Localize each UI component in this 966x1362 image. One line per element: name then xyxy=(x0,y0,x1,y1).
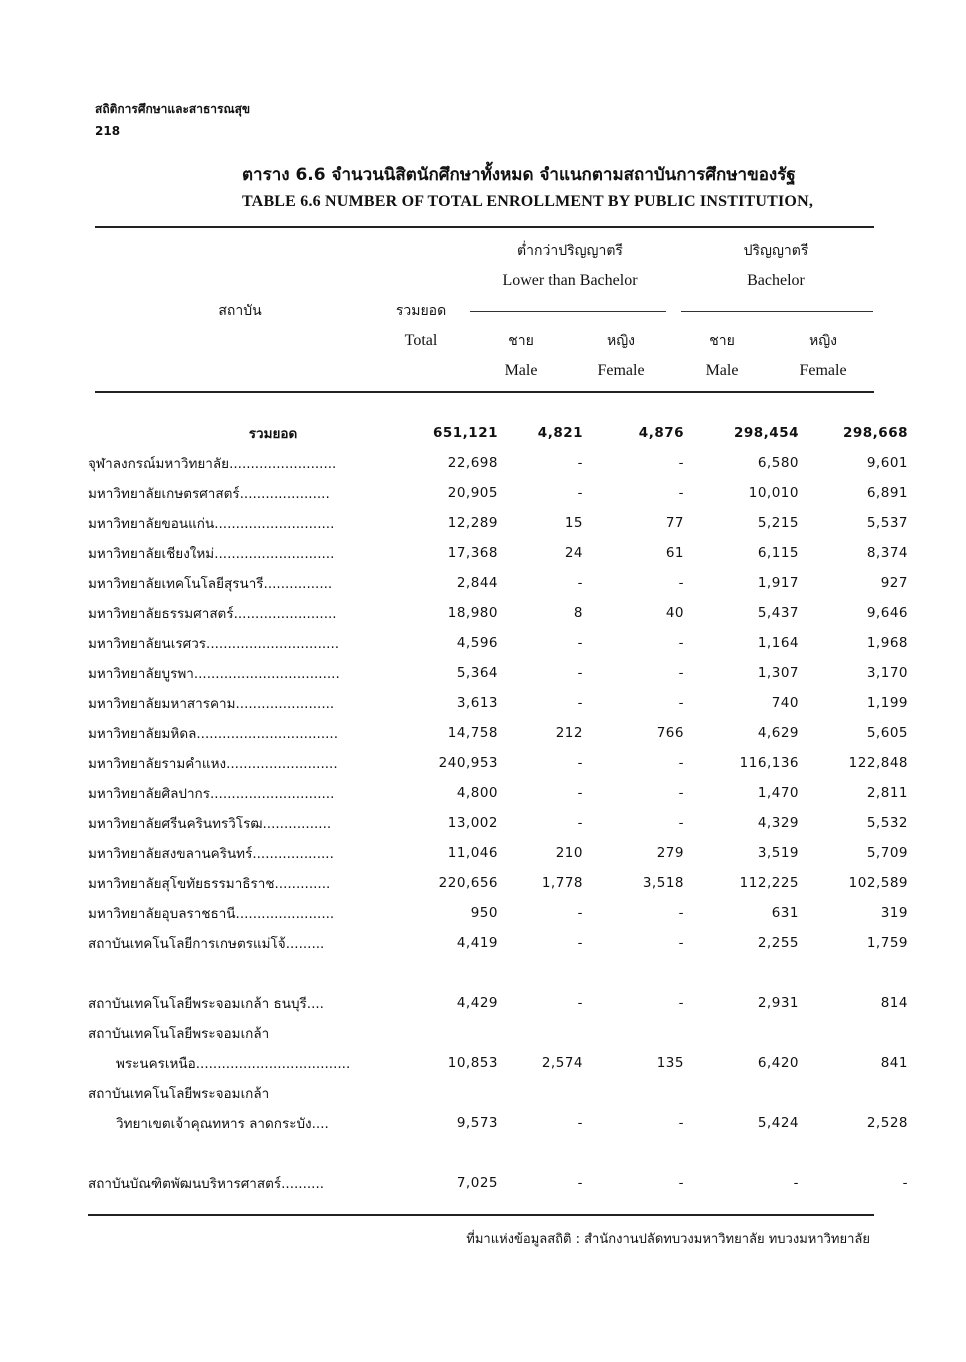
table-row xyxy=(88,1168,908,1198)
cell-lower-female: - xyxy=(678,1175,684,1191)
running-head-title: สถิติการศึกษาและสาธารณสุข xyxy=(95,102,251,116)
cell-lower-male: 8 xyxy=(573,605,583,621)
cell-total: 950 xyxy=(470,905,498,921)
row-name: พระนครเหนือ.................................... xyxy=(116,1056,351,1072)
cell-bachelor-female: 102,589 xyxy=(848,875,908,891)
header-bachelor-thai: ปริญญาตรี xyxy=(743,243,809,259)
cell-lower-male: 212 xyxy=(555,725,583,741)
header-lower-male xyxy=(486,326,556,386)
cell-total: 18,980 xyxy=(447,605,498,621)
header-lower-than-bachelor xyxy=(470,236,670,296)
header-lower-thai: ต่ำกว่าปริญญาตรี xyxy=(517,243,623,259)
table-title-thai: ตาราง 6.6 จำนวนนิสิตนักศึกษาทั้งหมด จำแนกตามสถาบันการศึกษาของรัฐ xyxy=(242,165,796,185)
row-name: สถาบันเทคโนโลยีพระจอมเกล้า ธนบุรี.... xyxy=(88,996,324,1012)
row-name: มหาวิทยาลัยเชียงใหม่............................ xyxy=(88,546,335,562)
cell-lower-female: - xyxy=(678,635,684,651)
row-name: รวมยอด xyxy=(248,426,298,442)
table-row xyxy=(88,568,908,598)
header-bachelor xyxy=(680,236,872,296)
cell-total: 9,573 xyxy=(456,1115,498,1131)
cell-lower-female: - xyxy=(678,815,684,831)
cell-lower-male: 2,574 xyxy=(541,1055,583,1071)
cell-total: 5,364 xyxy=(456,665,498,681)
page-number: 218 xyxy=(95,124,121,138)
cell-total: 13,002 xyxy=(447,815,498,831)
header-lower-male-thai: ชาย xyxy=(508,333,534,349)
cell-lower-female: 61 xyxy=(665,545,684,561)
row-name: มหาวิทยาลัยธรรมศาสตร์........................ xyxy=(88,606,337,622)
cell-bachelor-female: 927 xyxy=(880,575,908,591)
cell-total: 3,613 xyxy=(456,695,498,711)
row-name: มหาวิทยาลัยเกษตรศาสตร์..................... xyxy=(88,486,330,502)
cell-bachelor-female: 1,199 xyxy=(866,695,908,711)
cell-lower-female: 135 xyxy=(656,1055,684,1071)
cell-bachelor-male: 4,629 xyxy=(757,725,799,741)
table-row xyxy=(88,1048,908,1078)
row-name: สถาบันเทคโนโลยีการเกษตรแม่โจ้......... xyxy=(88,936,325,952)
cell-lower-female: 77 xyxy=(665,515,684,531)
table-row-label xyxy=(88,1018,908,1048)
cell-lower-male: - xyxy=(577,575,583,591)
table-row xyxy=(88,718,908,748)
cell-lower-male: - xyxy=(577,905,583,921)
cell-total: 4,596 xyxy=(456,635,498,651)
cell-lower-female: 40 xyxy=(665,605,684,621)
cell-bachelor-male: 4,329 xyxy=(757,815,799,831)
cell-lower-female: - xyxy=(678,665,684,681)
cell-lower-female: - xyxy=(678,485,684,501)
cell-lower-male: - xyxy=(577,995,583,1011)
table-row xyxy=(88,868,908,898)
cell-lower-female: - xyxy=(678,455,684,471)
row-name-line1: สถาบันเทคโนโลยีพระจอมเกล้า xyxy=(88,1086,270,1102)
row-name: มหาวิทยาลัยนเรศวร............................... xyxy=(88,636,340,652)
cell-lower-female: 3,518 xyxy=(642,875,684,891)
cell-bachelor-female: 5,709 xyxy=(866,845,908,861)
cell-lower-male: - xyxy=(577,815,583,831)
table-row xyxy=(88,748,908,778)
cell-lower-male: - xyxy=(577,1115,583,1131)
cell-lower-male: - xyxy=(577,485,583,501)
table-row xyxy=(88,478,908,508)
cell-lower-male: - xyxy=(577,665,583,681)
cell-lower-female: - xyxy=(678,905,684,921)
table-row xyxy=(88,808,908,838)
cell-total: 7,025 xyxy=(456,1175,498,1191)
cell-lower-male: 15 xyxy=(564,515,583,531)
top-rule xyxy=(95,226,874,228)
cell-bachelor-male: 6,420 xyxy=(757,1055,799,1071)
row-name: มหาวิทยาลัยศิลปากร............................. xyxy=(88,786,335,802)
cell-lower-male: - xyxy=(577,695,583,711)
cell-lower-male: - xyxy=(577,635,583,651)
cell-lower-female: - xyxy=(678,695,684,711)
header-bachelor-en: Bachelor xyxy=(747,272,805,289)
cell-lower-male: 4,821 xyxy=(537,425,583,441)
cell-lower-female: - xyxy=(678,755,684,771)
cell-total: 4,419 xyxy=(456,935,498,951)
bachelor-span-rule xyxy=(681,311,873,312)
cell-bachelor-female: 841 xyxy=(880,1055,908,1071)
cell-total: 2,844 xyxy=(456,575,498,591)
cell-bachelor-male: - xyxy=(793,1175,799,1191)
cell-bachelor-male: 631 xyxy=(771,905,799,921)
table-row xyxy=(88,628,908,658)
bottom-rule xyxy=(88,1214,874,1216)
cell-bachelor-male: 2,255 xyxy=(757,935,799,951)
table-body-main xyxy=(88,448,908,958)
row-name: มหาวิทยาลัยมหาสารคาม....................... xyxy=(88,696,335,712)
cell-bachelor-female: 1,968 xyxy=(866,635,908,651)
row-name: มหาวิทยาลัยรามคำแหง.......................... xyxy=(88,756,338,772)
cell-lower-male: - xyxy=(577,1175,583,1191)
cell-bachelor-female: 5,537 xyxy=(866,515,908,531)
spacer-cell xyxy=(88,1138,908,1168)
header-bachelor-male-en: Male xyxy=(705,362,739,379)
header-lower-male-en: Male xyxy=(504,362,538,379)
table-row xyxy=(88,538,908,568)
header-total xyxy=(380,296,462,356)
cell-lower-female: - xyxy=(678,1115,684,1131)
header-total-en: Total xyxy=(404,332,438,349)
spacer-row xyxy=(88,1138,908,1168)
cell-bachelor-male: 740 xyxy=(771,695,799,711)
cell-lower-female: 766 xyxy=(656,725,684,741)
cell-lower-male: 210 xyxy=(555,845,583,861)
row-name: มหาวิทยาลัยศรีนครินทรวิโรฒ................ xyxy=(88,816,332,832)
header-bachelor-male-thai: ชาย xyxy=(709,333,735,349)
table-row xyxy=(88,988,908,1018)
cell-lower-female: - xyxy=(678,575,684,591)
cell-total: 17,368 xyxy=(447,545,498,561)
cell-bachelor-male: 1,307 xyxy=(757,665,799,681)
cell-bachelor-female: 1,759 xyxy=(866,935,908,951)
cell-bachelor-female: 814 xyxy=(880,995,908,1011)
row-name: จุฬาลงกรณ์มหาวิทยาลัย......................... xyxy=(88,456,337,472)
table-row xyxy=(88,928,908,958)
cell-bachelor-male: 5,437 xyxy=(757,605,799,621)
table-row xyxy=(88,1108,908,1138)
cell-total: 10,853 xyxy=(447,1055,498,1071)
lower-span-rule xyxy=(470,311,666,312)
cell-bachelor-male: 6,580 xyxy=(757,455,799,471)
row-name: มหาวิทยาลัยเทคโนโลยีสุรนารี................ xyxy=(88,576,333,592)
header-bachelor-female-thai: หญิง xyxy=(809,333,837,349)
table-row xyxy=(88,778,908,808)
cell-bachelor-female: 6,891 xyxy=(866,485,908,501)
header-lower-female xyxy=(578,326,664,386)
header-lower-female-thai: หญิง xyxy=(607,333,635,349)
cell-bachelor-male: 1,917 xyxy=(757,575,799,591)
table-row xyxy=(88,898,908,928)
cell-bachelor-female: 9,646 xyxy=(866,605,908,621)
cell-total: 4,429 xyxy=(456,995,498,1011)
row-name: วิทยาเขตเจ้าคุณทหาร ลาดกระบัง.... xyxy=(116,1116,329,1132)
cell-bachelor-female: 9,601 xyxy=(866,455,908,471)
cell-lower-female: - xyxy=(678,935,684,951)
cell-total: 220,656 xyxy=(438,875,498,891)
cell-lower-male: 24 xyxy=(564,545,583,561)
cell-total: 11,046 xyxy=(447,845,498,861)
row-name: มหาวิทยาลัยขอนแก่น............................ xyxy=(88,516,335,532)
cell-total: 14,758 xyxy=(447,725,498,741)
header-rule xyxy=(95,391,874,393)
header-bachelor-female xyxy=(780,326,866,386)
cell-bachelor-male: 5,215 xyxy=(757,515,799,531)
spacer-row xyxy=(88,958,908,988)
cell-bachelor-male: 116,136 xyxy=(739,755,799,771)
header-institution xyxy=(180,296,300,326)
cell-lower-male: - xyxy=(577,785,583,801)
cell-bachelor-female: 5,605 xyxy=(866,725,908,741)
header-lower-female-en: Female xyxy=(597,362,645,379)
cell-lower-male: - xyxy=(577,935,583,951)
table-title-english: TABLE 6.6 NUMBER OF TOTAL ENROLLMENT BY PUBLIC INSTITUTION, xyxy=(242,193,814,210)
cell-total: 651,121 xyxy=(433,425,498,441)
row-name: มหาวิทยาลัยอุบลราชธานี....................... xyxy=(88,906,335,922)
table-row xyxy=(88,688,908,718)
cell-total: 22,698 xyxy=(447,455,498,471)
enrollment-table xyxy=(88,418,908,1198)
cell-bachelor-female: 2,811 xyxy=(866,785,908,801)
cell-bachelor-female: 122,848 xyxy=(848,755,908,771)
header-institution-thai: สถาบัน xyxy=(218,303,262,319)
row-name: สถาบันบัณฑิตพัฒนบริหารศาสตร์.......... xyxy=(88,1176,325,1192)
row-name: มหาวิทยาลัยสุโขทัยธรรมาธิราช............. xyxy=(88,876,331,892)
cell-bachelor-female: 2,528 xyxy=(866,1115,908,1131)
cell-bachelor-female: - xyxy=(902,1175,908,1191)
table-row xyxy=(88,598,908,628)
row-name: มหาวิทยาลัยสงขลานครินทร์................... xyxy=(88,846,334,862)
cell-bachelor-female: 319 xyxy=(880,905,908,921)
row-name: มหาวิทยาลัยบูรพา.................................. xyxy=(88,666,340,682)
cell-bachelor-female: 298,668 xyxy=(843,425,908,441)
cell-bachelor-male: 1,164 xyxy=(757,635,799,651)
cell-lower-male: - xyxy=(577,455,583,471)
running-head xyxy=(95,98,250,142)
spacer-cell xyxy=(88,958,908,988)
cell-lower-male: 1,778 xyxy=(541,875,583,891)
cell-bachelor-male: 1,470 xyxy=(757,785,799,801)
cell-bachelor-male: 112,225 xyxy=(739,875,799,891)
cell-total: 4,800 xyxy=(456,785,498,801)
cell-lower-male: - xyxy=(577,755,583,771)
cell-bachelor-male: 3,519 xyxy=(757,845,799,861)
cell-bachelor-female: 8,374 xyxy=(866,545,908,561)
header-bachelor-male xyxy=(687,326,757,386)
table-row xyxy=(88,508,908,538)
row-name: มหาวิทยาลัยมหิดล................................. xyxy=(88,726,338,742)
cell-bachelor-male: 298,454 xyxy=(734,425,799,441)
table-row-label xyxy=(88,1078,908,1108)
cell-lower-female: - xyxy=(678,785,684,801)
cell-lower-female: 279 xyxy=(656,845,684,861)
header-total-thai: รวมยอด xyxy=(395,303,447,319)
table-body-technology xyxy=(88,988,908,1138)
table-row xyxy=(88,658,908,688)
cell-bachelor-male: 10,010 xyxy=(748,485,799,501)
row-name-line1: สถาบันเทคโนโลยีพระจอมเกล้า xyxy=(88,1026,270,1042)
cell-bachelor-female: 5,532 xyxy=(866,815,908,831)
table-title xyxy=(242,160,882,214)
cell-lower-female: 4,876 xyxy=(638,425,684,441)
cell-bachelor-male: 6,115 xyxy=(757,545,799,561)
header-lower-en: Lower than Bachelor xyxy=(502,272,638,289)
cell-bachelor-male: 2,931 xyxy=(757,995,799,1011)
cell-total: 20,905 xyxy=(447,485,498,501)
header-bachelor-female-en: Female xyxy=(799,362,847,379)
cell-total: 240,953 xyxy=(438,755,498,771)
table-row xyxy=(88,838,908,868)
cell-bachelor-male: 5,424 xyxy=(757,1115,799,1131)
table-row-total xyxy=(88,418,908,448)
table-row xyxy=(88,448,908,478)
cell-bachelor-female: 3,170 xyxy=(866,665,908,681)
cell-lower-female: - xyxy=(678,995,684,1011)
source-note: ที่มาแห่งข้อมูลสถิติ : สำนักงานปลัดทบวงมหาวิทยาลัย ทบวงมหาวิทยาลัย xyxy=(466,1232,870,1247)
cell-total: 12,289 xyxy=(447,515,498,531)
